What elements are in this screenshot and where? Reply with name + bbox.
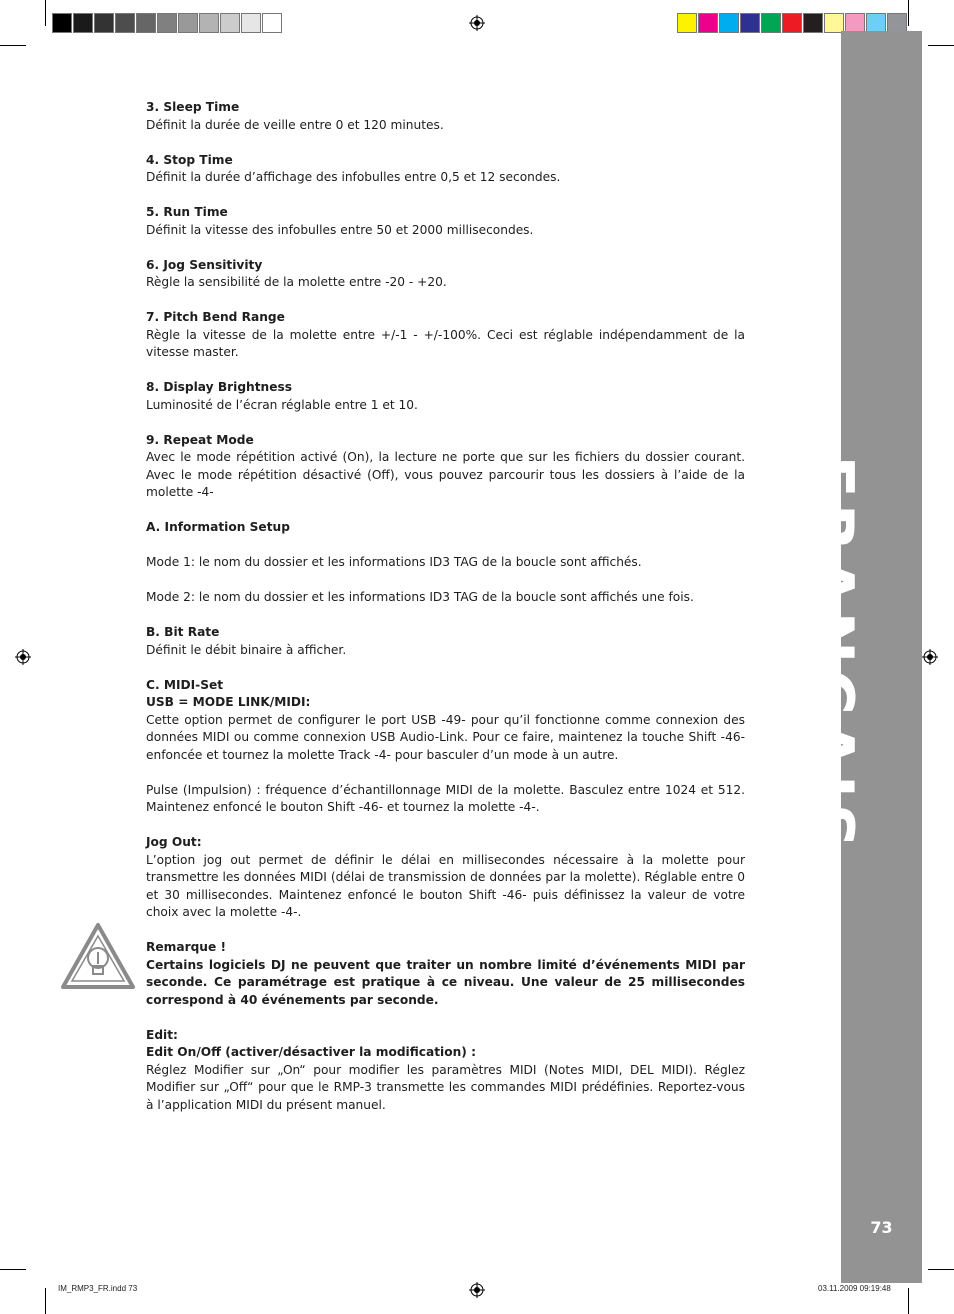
color-swatch: [845, 13, 865, 33]
registration-mark-icon: [469, 15, 485, 31]
color-swatch: [740, 13, 760, 33]
bit-rate-title: B. Bit Rate: [146, 625, 220, 639]
bit-rate-text: Définit le débit binaire à afficher.: [146, 642, 347, 657]
crop-mark: [908, 0, 909, 26]
crop-mark: [928, 45, 954, 46]
midi-set-subtitle: USB = MODE LINK/MIDI:: [146, 695, 311, 709]
section-pitch-bend-range: [146, 309, 745, 362]
section-title: 8. Display Brightness: [146, 380, 292, 394]
crop-mark: [45, 0, 46, 26]
section-display-brightness: [146, 379, 745, 414]
language-tab-label: FRANCAIS: [794, 455, 867, 855]
section-title: 9. Repeat Mode: [146, 432, 254, 447]
remark-text: Certains logiciels DJ ne peuvent que traiter un nombre limité d’événements MIDI par seconde. Ce paramétrage est pratique à ce niveau. Une valeur de 25 millisecondes correspond à 40 événements par seconde.: [146, 957, 745, 1007]
info-setup-title: A. Information Setup: [146, 520, 290, 534]
section-text: Luminosité de l’écran réglable entre 1 et 10.: [146, 397, 418, 412]
section-sleep-time: [146, 99, 745, 134]
info-setup-mode1: Mode 1: le nom du dossier et les informations ID3 TAG de la boucle sont affichés.: [146, 555, 642, 569]
jog-out-title: Jog Out:: [146, 835, 202, 849]
color-swatch: [220, 13, 240, 33]
midi-set-title: C. MIDI-Set: [146, 677, 224, 692]
color-swatch: [136, 13, 156, 33]
section-run-time: [146, 204, 745, 239]
section-text: Définit la vitesse des infobulles entre 50 et 2000 millisecondes.: [146, 222, 534, 237]
gray-color-bar: [52, 13, 283, 33]
page-number: 73: [870, 1218, 893, 1237]
slug-date: 03.11.2009 09:19:48: [818, 1284, 891, 1293]
midi-set-paragraph: Cette option permet de configurer le port USB -49- pour qu’il fonctionne comme connexion des données MIDI ou comme connexion USB Audio-Link. Pour ce faire, maintenez la touche Shift -46- enfoncée et tournez la molette Track -4- pour basculer d’un mode à un autre.: [146, 712, 745, 762]
registration-mark-icon: [15, 649, 31, 665]
crop-mark: [0, 45, 26, 46]
crop-mark: [0, 1269, 26, 1270]
color-swatch: [199, 13, 219, 33]
midi-set-paragraph: Pulse (Impulsion) : fréquence d’échantillonnage MIDI de la molette. Basculez entre 1024 et 512. Maintenez enfoncé le bouton Shift -46- et tournez la molette -4-.: [146, 782, 745, 814]
section-title: 3. Sleep Time: [146, 100, 240, 114]
color-swatch: [241, 13, 261, 33]
section-text: Définit la durée de veille entre 0 et 120 minutes.: [146, 117, 444, 132]
section-title: 4. Stop Time: [146, 152, 233, 167]
color-swatch: [115, 13, 135, 33]
jog-out-text: L’option jog out permet de définir le délai en millisecondes nécessaire à la molette pour transmettre les données MIDI (délai de transmission de données par la molette). Réglable entre 0 et 30 millisecondes. Maintenez enfoncé le bouton Shift -46- puis définissez la valeur de votre choix avec la molette -4-.: [146, 852, 745, 919]
color-swatch: [782, 13, 802, 33]
section-text: Avec le mode répétition activé (On), la lecture ne porte que sur les fichiers du dossier courant. Avec le mode répétition désactivé (Off), vous pouvez parcourir tous les dossiers à l’aide de la molette -4-: [146, 450, 745, 499]
remark-title: Remarque !: [146, 940, 227, 954]
section-jog-sensitivity: [146, 257, 745, 292]
section-title: 7. Pitch Bend Range: [146, 310, 285, 324]
color-swatch: [157, 13, 177, 33]
color-swatch: [761, 13, 781, 33]
color-swatch: [73, 13, 93, 33]
section-repeat-mode: [146, 432, 745, 502]
edit-text: Réglez Modifier sur „On“ pour modifier les paramètres MIDI (Notes MIDI, DEL MIDI). Réglez Modifier sur „Off“ pour que le RMP-3 transmette les commandes MIDI prédéfinies. Reportez-vous à l’application MIDI du présent manuel.: [146, 1062, 745, 1112]
section-text: Définit la durée d’affichage des infobulles entre 0,5 et 12 secondes.: [146, 170, 561, 184]
registration-mark-icon: [922, 649, 938, 665]
crop-mark: [928, 1269, 954, 1270]
crop-mark: [908, 1288, 909, 1314]
color-swatch: [719, 13, 739, 33]
color-swatch: [803, 13, 823, 33]
color-swatch: [887, 13, 907, 33]
warning-icon: [60, 922, 136, 990]
section-text: Règle la vitesse de la molette entre +/-1 - +/-100%. Ceci est réglable indépendamment de la vitesse master.: [146, 327, 745, 359]
section-title: 6. Jog Sensitivity: [146, 257, 263, 272]
section-title: 5. Run Time: [146, 205, 228, 219]
color-swatch: [52, 13, 72, 33]
slug-file: IM_RMP3_FR.indd 73: [58, 1284, 138, 1293]
color-swatch: [94, 13, 114, 33]
edit-subtitle: Edit On/Off (activer/désactiver la modification) :: [146, 1045, 476, 1059]
section-text: Règle la sensibilité de la molette entre -20 - +20.: [146, 275, 447, 289]
color-swatch: [178, 13, 198, 33]
color-swatch: [824, 13, 844, 33]
registration-mark-icon: [469, 1282, 485, 1298]
process-color-bar: [677, 13, 908, 33]
section-stop-time: [146, 152, 745, 187]
color-swatch: [677, 13, 697, 33]
color-swatch: [262, 13, 282, 33]
info-setup-mode2: Mode 2: le nom du dossier et les informations ID3 TAG de la boucle sont affichés une fois.: [146, 590, 694, 604]
edit-title: Edit:: [146, 1027, 178, 1042]
crop-mark: [45, 1288, 46, 1314]
color-swatch: [866, 13, 886, 33]
main-text-column: [146, 99, 745, 1114]
color-swatch: [698, 13, 718, 33]
